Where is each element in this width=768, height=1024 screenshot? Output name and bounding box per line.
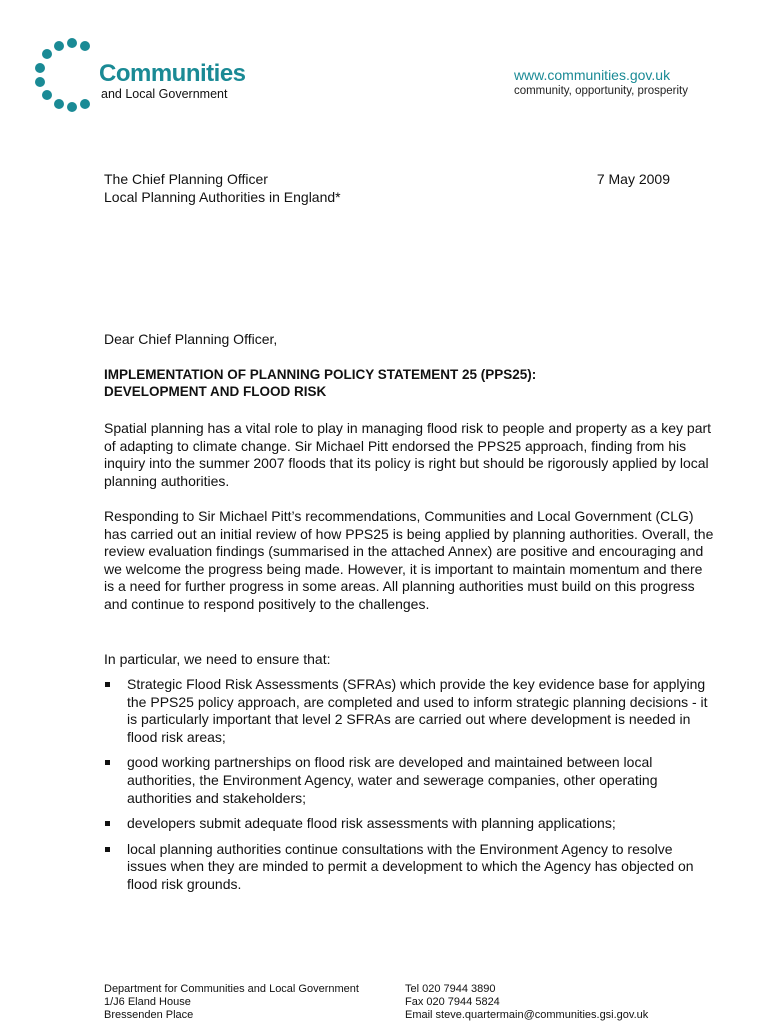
tagline: community, opportunity, prosperity <box>513 85 688 97</box>
dots-ring-icon <box>32 36 102 116</box>
recipient-line: The Chief Planning Officer <box>104 171 268 187</box>
bullet-icon <box>105 847 110 852</box>
recipient-line: Local Planning Authorities in England* <box>104 189 341 205</box>
list-item-text: Strategic Flood Risk Assessments (SFRAs) which provide the key evidence base for applying the PPS25 policy approach, are completed and used to inform strategic planning decisions - it is particularly important that level 2 SFRAs are carried out where development is needed in flood risk areas; <box>127 676 708 745</box>
bullet-icon <box>105 682 110 687</box>
list-item-text: developers submit adequate flood risk assessments with planning applications; <box>127 815 616 832</box>
heading-line: DEVELOPMENT AND FLOOD RISK <box>104 384 327 399</box>
letter-heading <box>104 366 704 400</box>
website-link[interactable]: www.communities.gov.uk <box>513 67 671 83</box>
list-item-text: good working partnerships on flood risk are developed and maintained between local authorities, the Environment Agency, water and sewerage companies, other operating authorities and stakeholders; <box>127 754 658 806</box>
footer-fax: Fax 020 7944 5824 <box>405 996 500 1008</box>
salutation: Dear Chief Planning Officer, <box>104 331 278 347</box>
bullet-list <box>104 676 716 902</box>
footer-line: 1/J6 Eland House <box>104 996 191 1008</box>
footer-tel: Tel 020 7944 3890 <box>405 983 496 995</box>
list-item <box>104 754 716 807</box>
footer-address <box>104 983 359 1022</box>
heading-line: IMPLEMENTATION OF PLANNING POLICY STATEMENT 25 (PPS25): <box>104 367 537 382</box>
list-item <box>104 815 716 833</box>
footer-line: Department for Communities and Local Government <box>104 983 359 995</box>
paragraph-3: In particular, we need to ensure that: <box>104 651 331 667</box>
recipient-address <box>104 170 341 206</box>
paragraph-1: Spatial planning has a vital role to play in managing flood risk to people and property as a key part of adapting to climate change. Sir Michael Pitt endorsed the PPS25 approach, finding from his inquiry into the summer 2007 floods that its policy is right but should be rigorously applied by local planning authorities. <box>104 420 712 489</box>
bullet-icon <box>105 760 110 765</box>
list-item <box>104 841 716 894</box>
logo-subtitle: and Local Government <box>101 87 228 101</box>
list-item <box>104 676 716 746</box>
communities-logo <box>32 36 252 116</box>
footer-email[interactable]: Email steve.quartermain@communities.gsi.gov.uk <box>405 1009 649 1021</box>
header-web-block <box>514 67 688 97</box>
letter-date: 7 May 2009 <box>596 171 670 187</box>
bullet-icon <box>105 821 110 826</box>
list-item-text: local planning authorities continue consultations with the Environment Agency to resolve issues when they are minded to permit a development to which the Agency has objected on flood risk grounds. <box>127 840 694 892</box>
paragraph-2: Responding to Sir Michael Pitt’s recommendations, Communities and Local Government (CLG) has carried out an initial review of how PPS25 is being applied by planning authorities. Overall, the review evaluation findings (summarised in the attached Annex) are positive and encouraging and we welcome the progress being made. However, it is important to maintain momentum and there is a need for further progress in some areas. All planning authorities must build on this progress and continue to respond positively to the challenges. <box>104 508 714 612</box>
footer-line: Bressenden Place <box>104 1009 194 1021</box>
footer-contact <box>405 983 648 1022</box>
logo-title: Communities <box>99 60 246 87</box>
